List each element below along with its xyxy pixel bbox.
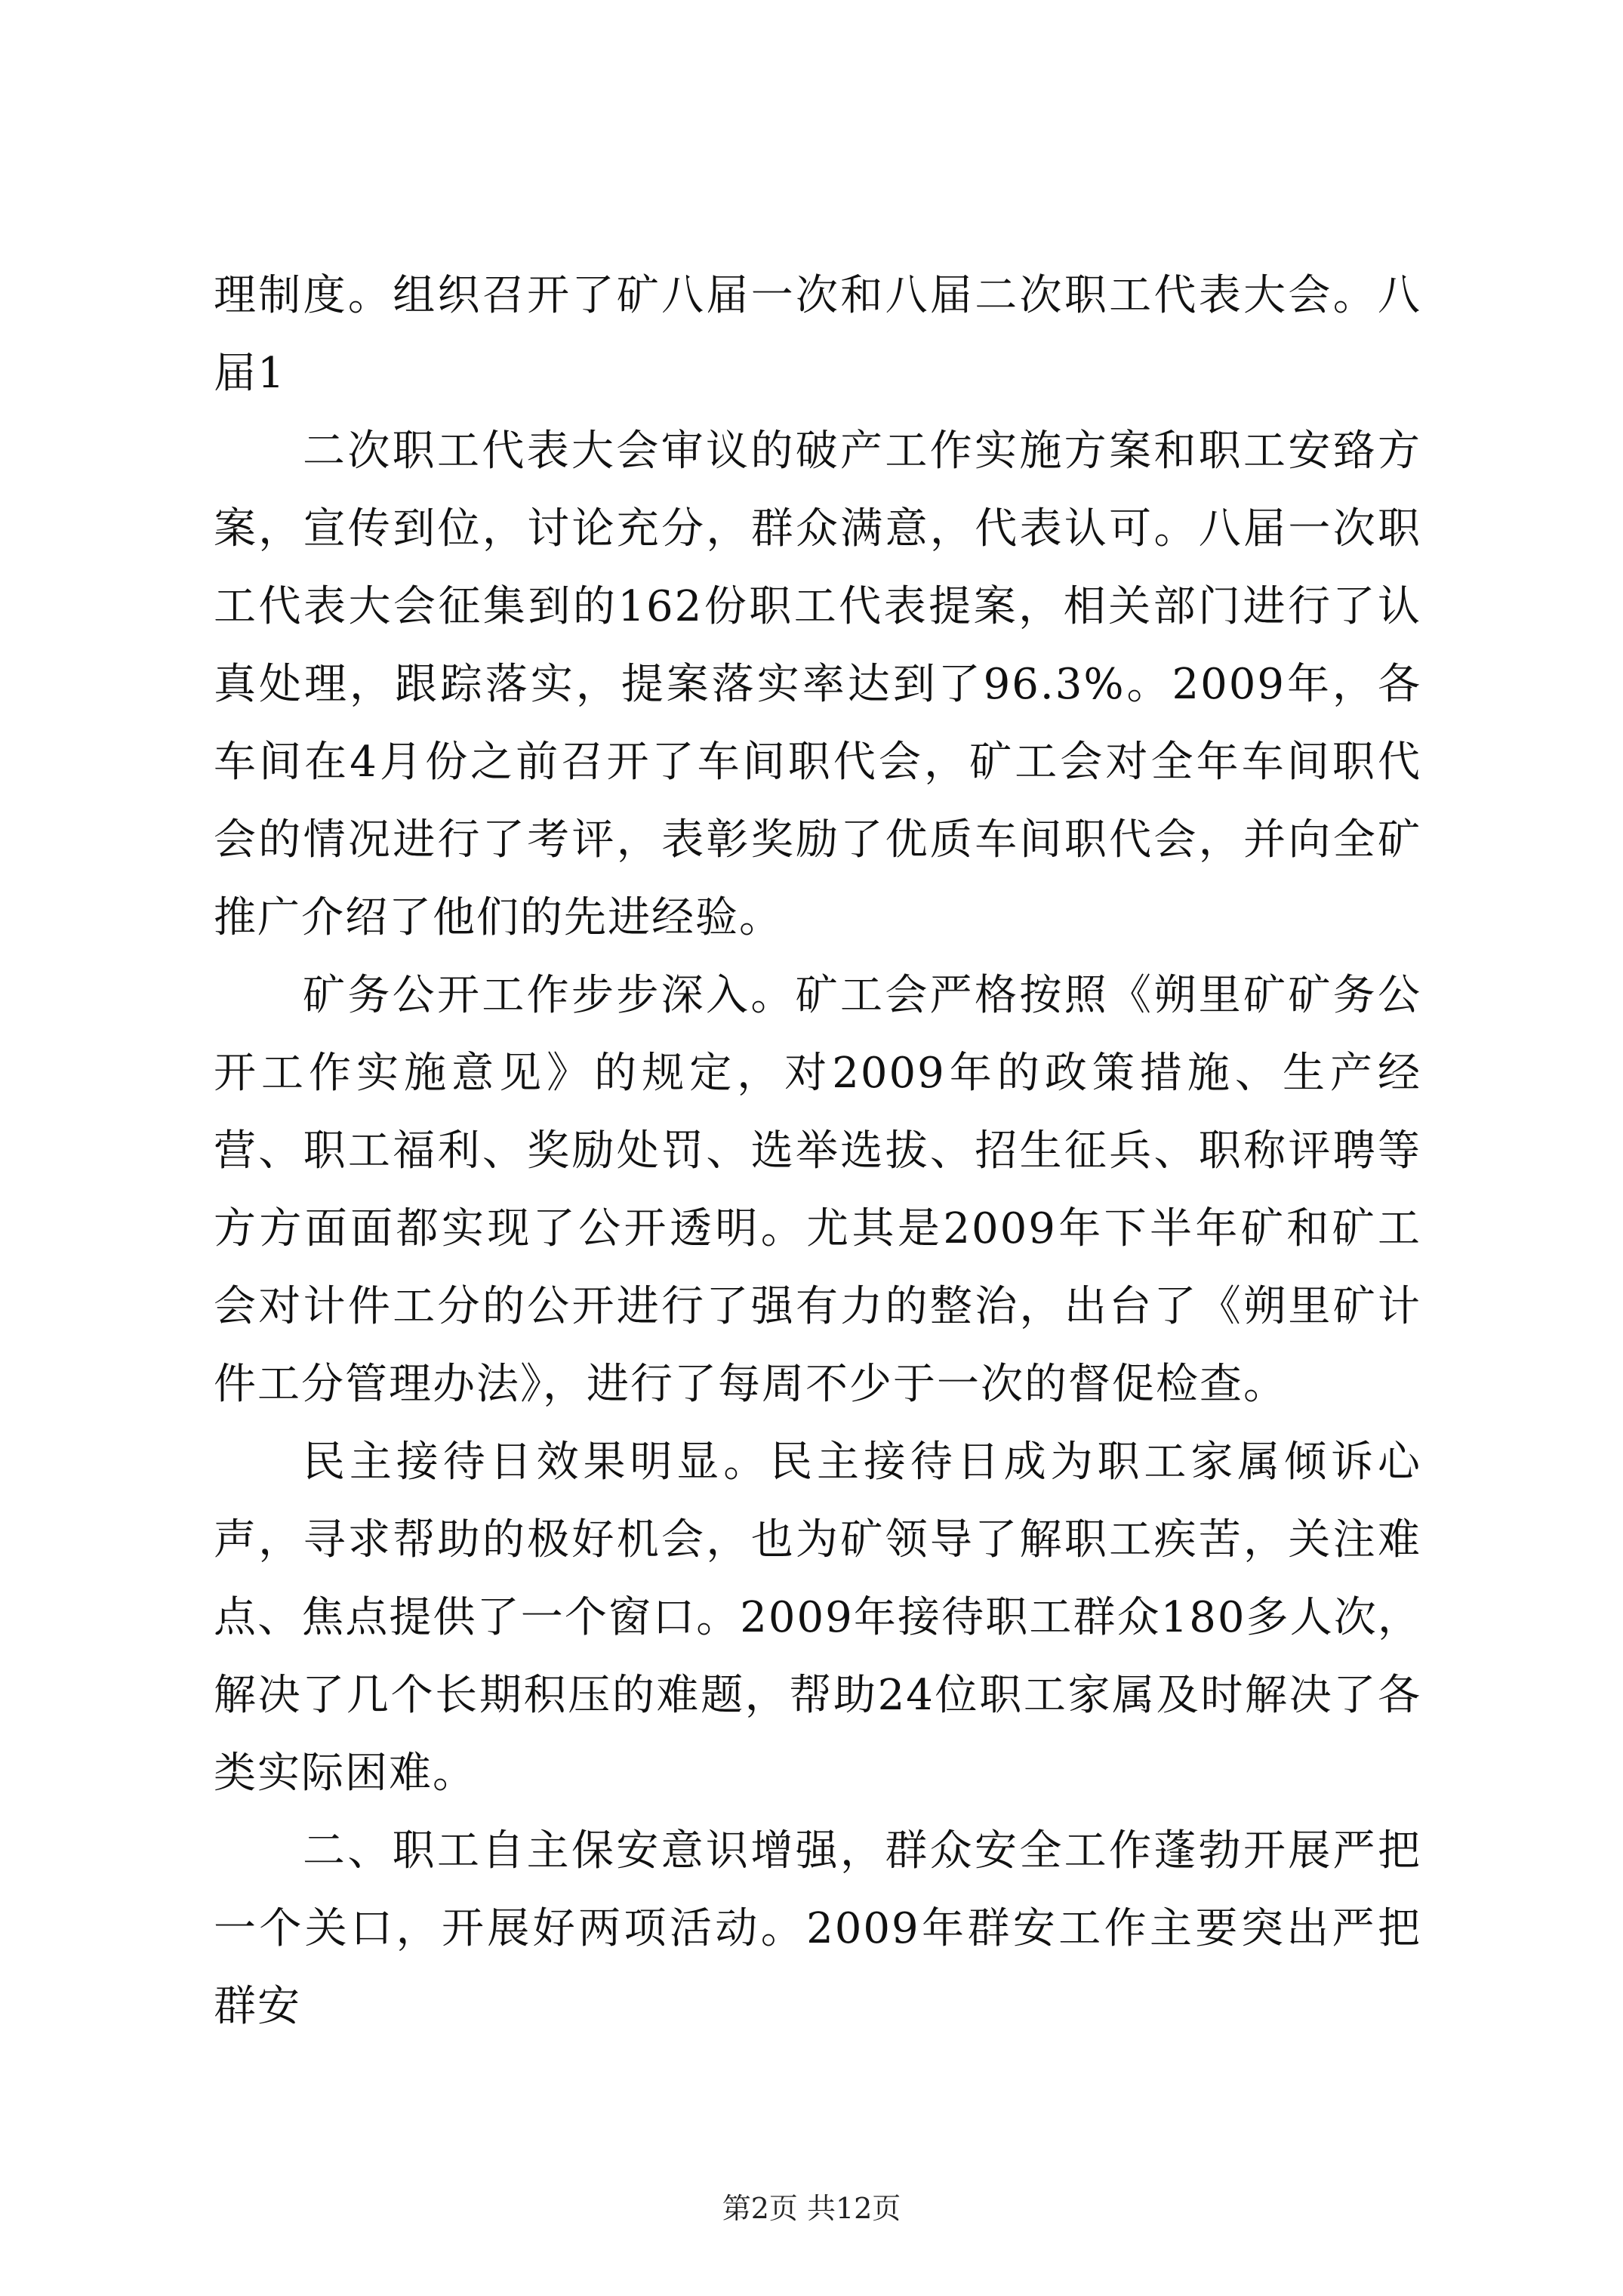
- paragraph-5: 二、职工自主保安意识增强，群众安全工作蓬勃开展严把一个关口，开展好两项活动。2009年群安工作主要突出严把群安: [214, 1826, 1421, 2031]
- paragraph-4: 民主接待日效果明显。民主接待日成为职工家属倾诉心声，寻求帮助的极好机会，也为矿领导了解职工疾苦，关注难点、焦点提供了一个窗口。2009年接待职工群众180多人次，解决了几个长期积压的难题，帮助24位职工家属及时解决了各类实际困难。: [214, 1438, 1421, 1798]
- paragraph-2: 二次职工代表大会审议的破产工作实施方案和职工安臵方案，宣传到位，讨论充分，群众满意，代表认可。八届一次职工代表大会征集到的162份职工代表提案，相关部门进行了认真处理，跟踪落实，提案落实率达到了96.3%。2009年，各车间在4月份之前召开了车间职代会，矿工会对全年车间职代会的情况进行了考评，表彰奖励了优质车间职代会，并向全矿推广介绍了他们的先进经验。: [214, 427, 1421, 942]
- page-footer: 第2页 共12页: [722, 2192, 901, 2225]
- document-body: [214, 257, 1421, 2045]
- paragraph-3: 矿务公开工作步步深入。矿工会严格按照《朔里矿矿务公开工作实施意见》的规定，对2009年的政策措施、生产经营、职工福利、奖励处罚、选举选拔、招生征兵、职称评聘等方方面面都实现了公开透明。尤其是2009年下半年矿和矿工会对计件工分的公开进行了强有力的整治，出台了《朔里矿计件工分管理办法》，进行了每周不少于一次的督促检查。: [214, 971, 1421, 1409]
- paragraph-1: 理制度。组织召开了矿八届一次和八届二次职工代表大会。八届1: [214, 271, 1421, 398]
